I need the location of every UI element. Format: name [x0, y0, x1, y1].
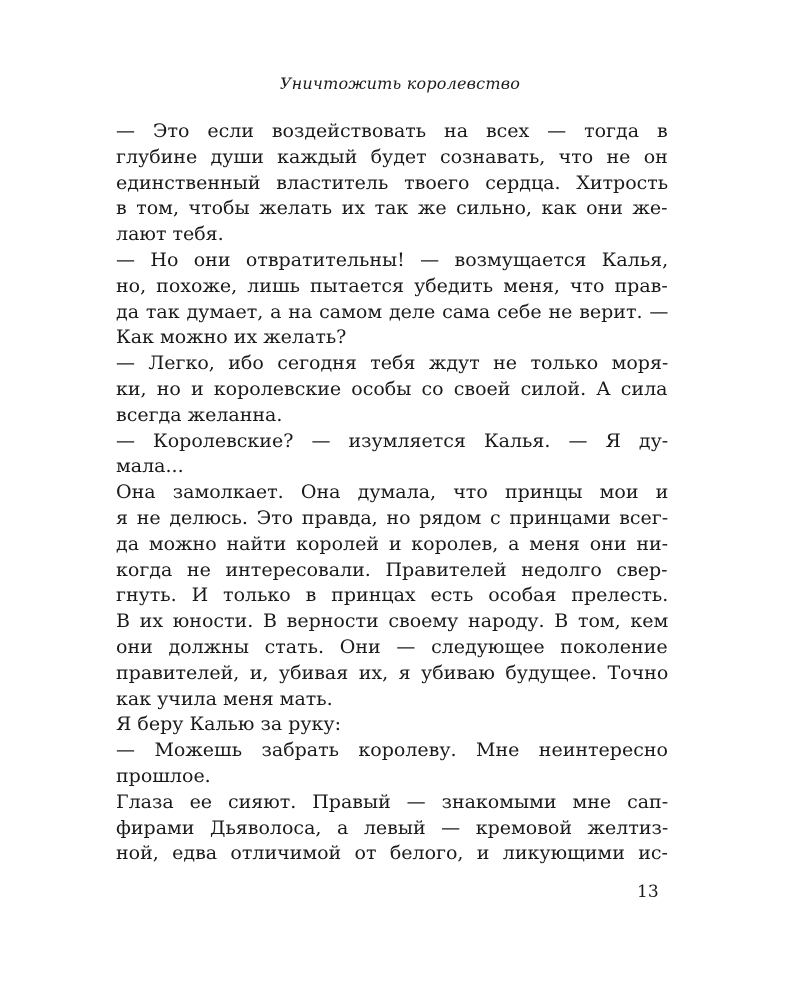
page-number: 13 [637, 882, 659, 902]
text-line: единственный властитель твоего сердца. Хитрость [116, 171, 669, 194]
text-line: глубине души каждый будет сознавать, что не он [116, 145, 668, 168]
text-line: Она замолкает. Она думала, что принцы мои и [116, 481, 669, 504]
text-line: — Это если воздействовать на всех — тогда в [116, 120, 668, 142]
text-line: они должны стать. Они — следующее поколение [116, 635, 668, 658]
body-text [116, 119, 668, 867]
text-line: — Легко, ибо сегодня тебя ждут не только моря- [116, 352, 669, 375]
text-line: фирами Дьяволоса, а левый — кремовой желтиз- [116, 816, 669, 839]
text-line: всегда желанна. [116, 403, 283, 426]
text-line: когда не интересовали. Правителей недолго свер- [116, 558, 668, 581]
text-line: мала... [116, 455, 184, 478]
text-line: — Но они отвратительны! — возмущается Калья, [116, 248, 669, 271]
text-line: но, похоже, лишь пытается убедить меня, что прав- [116, 274, 668, 297]
text-line: Я беру Калью за руку: [116, 713, 342, 736]
text-line: да можно найти королей и королев, а меня они ни- [116, 532, 669, 555]
text-line: — Можешь забрать королеву. Мне неинтересно [116, 739, 668, 762]
running-title: Уничтожить королевство [279, 74, 521, 93]
text-line: в том, чтобы желать их так же сильно, как они же- [116, 197, 668, 220]
text-line: Как можно их желать? [116, 326, 347, 349]
text-line: ной, едва отличимой от белого, и ликующими ис- [116, 842, 668, 865]
text-line: гнуть. И только в принцах есть особая прелесть. [116, 584, 669, 607]
text-line: я не делюсь. Это правда, но рядом с принцами всег- [116, 506, 669, 529]
text-line: — Королевские? — изумляется Калья. — Я ду- [116, 429, 669, 452]
text-line: Глаза ее сияют. Правый — знакомыми мне сап- [116, 790, 669, 813]
text-line: лают тебя. [116, 223, 224, 246]
text-line: да так думает, а на самом деле сама себе не верит. — [116, 300, 669, 323]
text-line: ки, но и королевские особы со своей силой. А сила [116, 377, 668, 400]
text-line: правителей, и, убивая их, я убиваю будущее. Точно [116, 661, 669, 684]
text-line: как учила меня мать. [116, 687, 333, 710]
text-line: прошлое. [116, 764, 211, 787]
text-line: В их юности. В верности своему народу. В том, кем [116, 610, 669, 633]
